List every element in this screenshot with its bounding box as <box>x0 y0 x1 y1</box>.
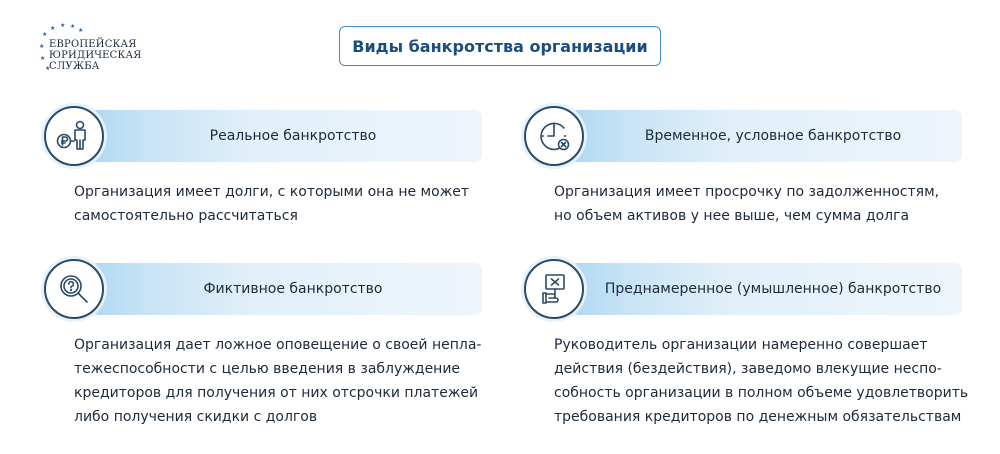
page-title: Виды банкротства организации <box>352 36 648 56</box>
ruble-person-icon <box>44 106 104 166</box>
description-line: действия (бездействия), заведомо влекущие неспо- <box>554 361 942 377</box>
card-description <box>554 333 968 429</box>
description-line: самостоятельно рассчитаться <box>74 208 298 224</box>
card-real-bankruptcy <box>44 110 484 230</box>
card-deliberate-bankruptcy <box>524 263 969 433</box>
magnifier-question-icon <box>44 259 104 319</box>
logo-text <box>49 39 142 72</box>
company-logo <box>36 22 156 76</box>
title-box <box>339 26 661 66</box>
description-line: Организация имеет долги, с которыми она не может <box>74 184 470 200</box>
card-label: Преднамеренное (умышленное) банкротство <box>604 281 942 297</box>
description-line: кредиторов для получения от них отсрочки платежей <box>74 385 479 401</box>
hand-sign-cross-icon <box>524 259 584 319</box>
logo-line-1: ЕВРОПЕЙСКАЯ <box>49 39 137 50</box>
card-description <box>554 180 939 228</box>
card-temporary-bankruptcy <box>524 110 964 230</box>
description-line: Организация дает ложное оповещение о своей непла- <box>74 337 482 353</box>
card-label: Реальное банкротство <box>209 128 377 144</box>
logo-line-3: СЛУЖБА <box>49 61 100 72</box>
clock-cross-icon <box>524 106 584 166</box>
description-line: собность организации в полном объеме удовлетворить <box>554 385 969 401</box>
description-line: либо получения скидки с долгов <box>74 409 318 425</box>
logo-line-2: ЮРИДИЧЕСКАЯ <box>49 50 142 61</box>
card-label: Фиктивное банкротство <box>203 281 383 297</box>
logo-stars-icon: ★ ★ ★ ★ ★ ★ ★ ★ <box>39 22 84 72</box>
description-line: но объем активов у нее выше, чем сумма долга <box>554 208 910 224</box>
card-description <box>74 180 469 228</box>
description-line: тежеспособности с целью введения в заблуждение <box>74 361 461 377</box>
description-line: Руководитель организации намеренно совершает <box>554 337 928 353</box>
description-line: требования кредиторов по денежным обязательствам <box>554 409 962 425</box>
card-label: Временное, условное банкротство <box>644 128 902 144</box>
description-line: Организация имеет просрочку по задолженностям, <box>554 184 940 200</box>
card-description <box>74 333 481 429</box>
card-fictitious-bankruptcy <box>44 263 484 433</box>
